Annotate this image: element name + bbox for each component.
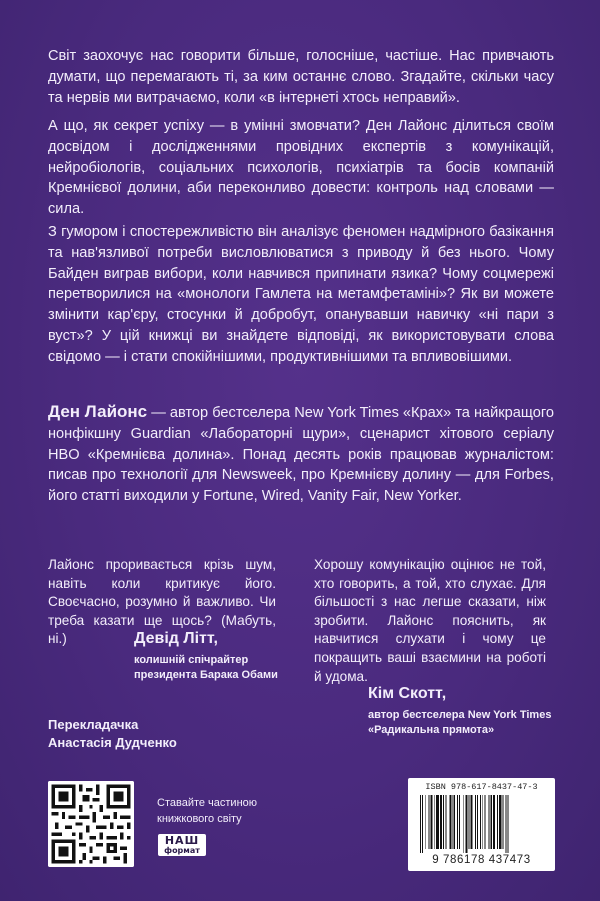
blurb-quote-1: Лайонс проривається крізь шум, навіть коли критикує його. Своєчасно, розумно й важливо. Чи треба казати ще щось? (Мабуть, ні.) — [48, 557, 276, 647]
translator-credit — [48, 716, 177, 752]
publisher-slogan-line-1: Ставайте частиною — [157, 797, 258, 809]
ean-number: 9 786178 437473 — [432, 854, 531, 866]
blurb-1-author: Девід Літт, — [134, 630, 218, 647]
publisher-slogan — [157, 795, 277, 827]
author-bio — [48, 402, 554, 507]
description-paragraph-2: А що, як секрет успіху — в умінні змовчати? Ден Лайонс ділиться своїм досвідом і дослідженнями провідних експертів з комунікацій, нейробіологів, соціальних психологів, психіатрів та босів компаній Кремнієвої долини, аби переконливо довести: контроль над словами — сила. — [48, 118, 554, 218]
translator-name: Анастасія Дудченко — [48, 735, 177, 750]
isbn-label: ISBN 978-617-8437-47-3 — [425, 782, 538, 792]
blurb-1-role-line-2: президента Барака Обами — [134, 669, 278, 681]
publisher-logo-top: НАШ — [164, 834, 200, 847]
author-bio-text: — автор бестселера New York Times «Крах» та найкращого нонфікшну Guardian «Лабораторні щури», сценарист хітового серіалу HBO «Кремнієва долина». Понад десять років працював журналістом: писав про технології для Newsweek, про Кремнієву долину — для Forbes, його статті виходили у Fortune, Wired, Vanity Fair, New Yorker. — [48, 405, 554, 505]
author-name: Ден Лайонс — [48, 402, 148, 421]
blurb-quote-2: Хорошу комунікацію оцінює не той, хто говорить, а той, хто слухає. Для більшості з нас легше сказати, ніж зробити. Лайонс пояснить, як навчитися слухати і чому це покращить ваші взаємини на роботі й удома. — [314, 557, 546, 684]
blurb-2-role — [368, 708, 558, 738]
qr-code-icon — [48, 781, 134, 867]
isbn-barcode — [408, 778, 555, 871]
blurb-2-author: Кім Скотт, — [368, 685, 447, 702]
description-paragraph-3: З гумором і спостережливістю він аналізує феномен надмірного базікання та нав'язливої потреби висловлюватися з приводу й без нього. Чому Байден виграв вибори, коли навчився припинати язика? Чому соцмережі перетворилися на «монологи Гамлета на метамфетаміні»? Як ви можете змінити кар'єру, стосунки й добробут, опанувавши навичку «ні пари з вуст»? У цій книжці ви знайдете відповіді, як використовувати слова свідомо — і стати спокійнішими, продуктивнішими та впливовішими. — [48, 224, 554, 365]
blurb-2-role-line-2: «Радикальна прямота» — [368, 724, 495, 736]
publisher-slogan-line-2: книжкового світу — [157, 813, 242, 825]
blurb-2-role-line-1: автор бестселера New York Times — [368, 709, 552, 721]
translator-label: Перекладачка — [48, 717, 139, 732]
description-paragraph-1: Світ заохочує нас говорити більше, голосніше, частіше. Нас привчають думати, що перемагають ті, за ким останнє слово. Згадайте, скільки часу та нервів ми витрачаємо, коли «в інтернеті хтось неправий». — [48, 48, 554, 106]
publisher-logo — [158, 834, 206, 856]
publisher-logo-bottom: формат — [164, 846, 200, 855]
blurb-1-role — [134, 653, 294, 683]
barcode-icon — [420, 795, 543, 853]
blurb-1-role-line-1: колишній спічрайтер — [134, 654, 249, 666]
